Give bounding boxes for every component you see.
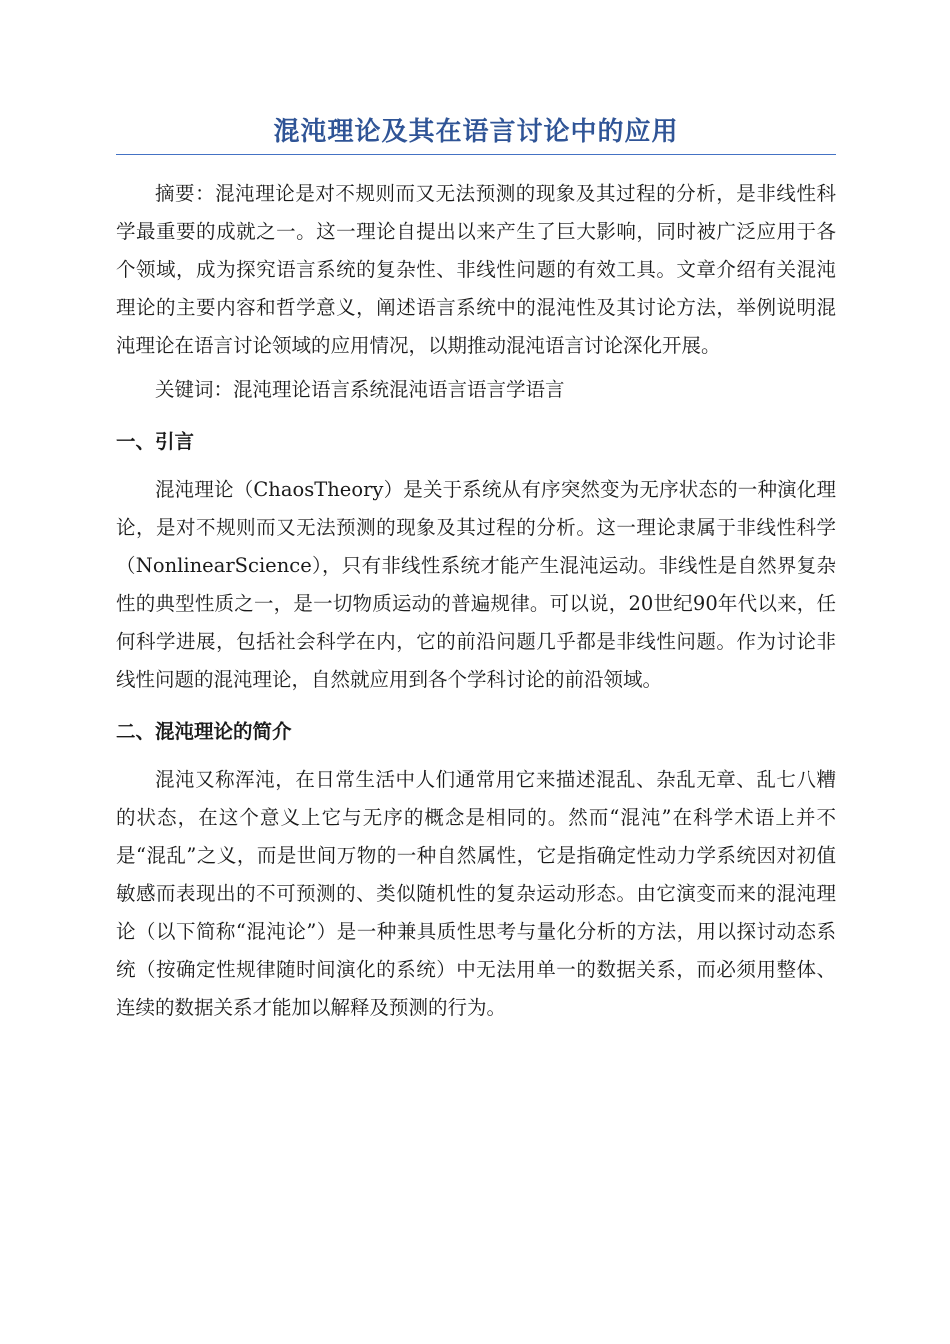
section-body-introduction: 混沌理论（ChaosTheory）是关于系统从有序突然变为无序状态的一种演化理论，是对不规则而又无法预测的现象及其过程的分析。这一理论隶属于非线性科学（NonlinearScience），只有非线性系统才能产生混沌运动。非线性是自然界复杂性的典型性质之一，是一切物质运动的普遍规律。可以说，20世纪90年代以来，任何科学进展，包括社会科学在内，它的前沿问题几乎都是非线性问题。作为讨论非线性问题的混沌理论，自然就应用到各个学科讨论的前沿领域。 [116, 478, 836, 691]
section-heading-introduction: 一、引言 [116, 430, 195, 453]
document-page [116, 112, 836, 1027]
document-title: 混沌理论及其在语言讨论中的应用 [116, 112, 836, 155]
keywords-paragraph: 关键词：混沌理论语言系统混沌语言语言学语言 [155, 378, 565, 401]
abstract-paragraph: 摘要：混沌理论是对不规则而又无法预测的现象及其过程的分析，是非线性科学最重要的成就之一。这一理论自提出以来产生了巨大影响，同时被广泛应用于各个领域，成为探究语言系统的复杂性、非线性问题的有效工具。文章介绍有关混沌理论的主要内容和哲学意义，阐述语言系统中的混沌性及其讨论方法，举例说明混沌理论在语言讨论领域的应用情况，以期推动混沌语言讨论深化开展。 [116, 182, 836, 357]
section-body-chaos-overview: 混沌又称浑沌，在日常生活中人们通常用它来描述混乱、杂乱无章、乱七八糟的状态，在这个意义上它与无序的概念是相同的。然而“混沌”在科学术语上并不是“混乱”之义，而是世间万物的一种自然属性，它是指确定性动力学系统因对初值敏感而表现出的不可预测的、类似随机性的复杂运动形态。由它演变而来的混沌理论（以下简称“混沌论”）是一种兼具质性思考与量化分析的方法，用以探讨动态系统（按确定性规律随时间演化的系统）中无法用单一的数据关系，而必须用整体、连续的数据关系才能加以解释及预测的行为。 [116, 768, 836, 1019]
section-heading-chaos-overview: 二、混沌理论的简介 [116, 720, 292, 743]
